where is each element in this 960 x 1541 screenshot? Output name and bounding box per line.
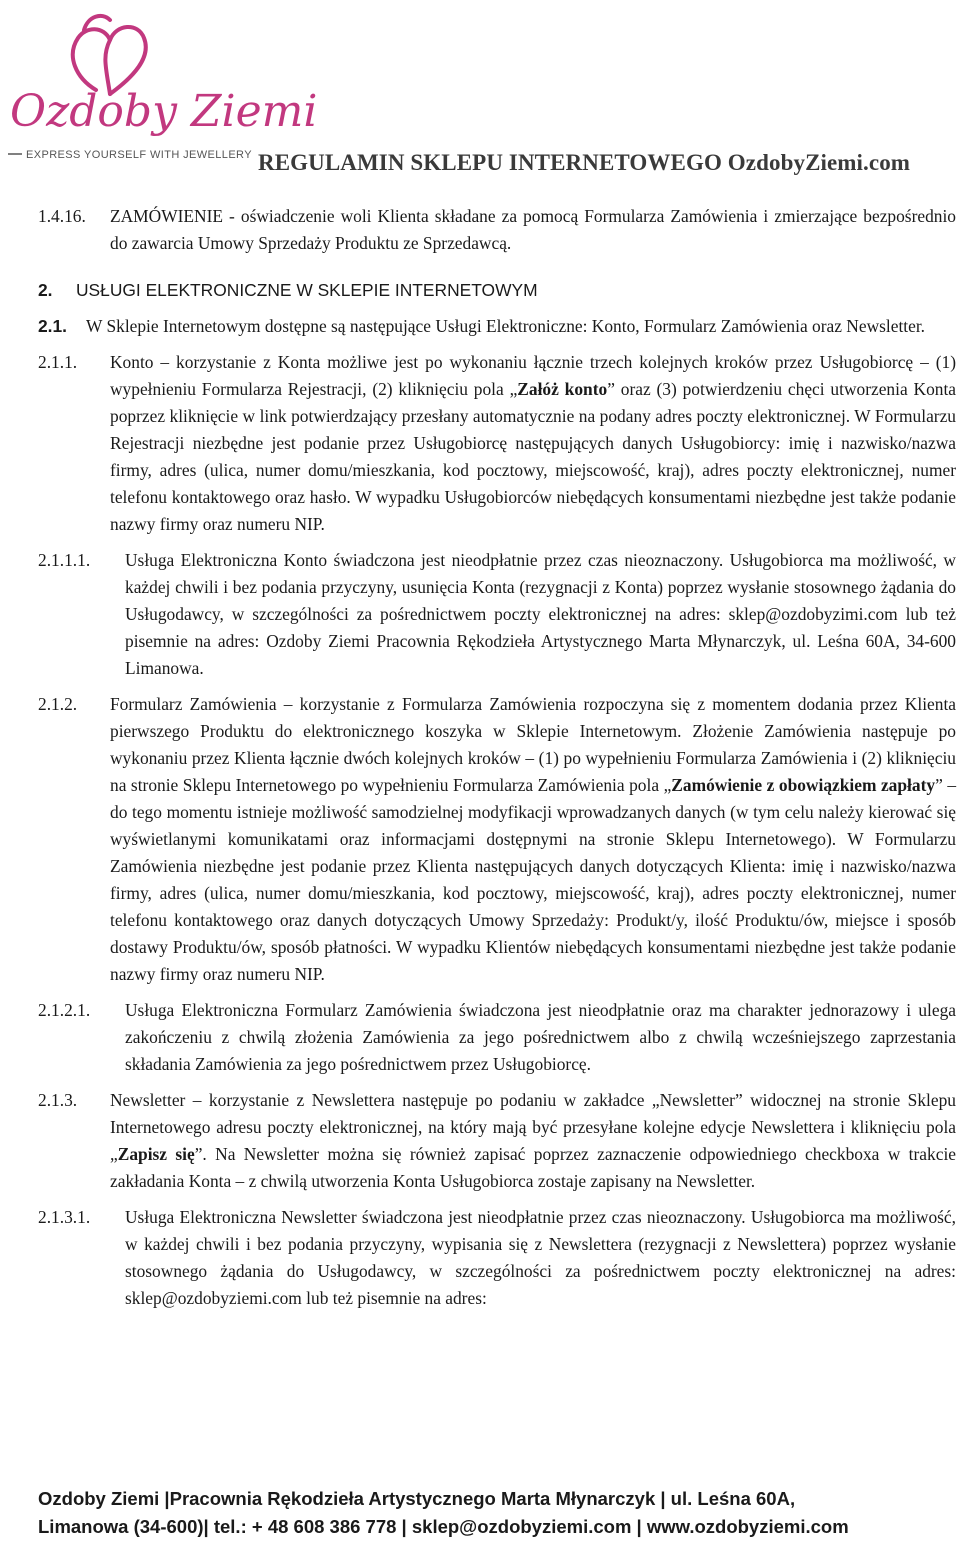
paragraph-2-1 (38, 313, 956, 340)
paragraph-2-1-2-1 (38, 997, 956, 1078)
text-part-a: Newsletter – korzystanie z Newslettera następuje po podaniu w zakładce „Newsletter” widocznej na stronie Sklepu Internetowego adresu poczty elektronicznej, na który mają być przesyłane kolejne edycje Newslettera i kliknięciu pola „ (110, 1090, 956, 1164)
footer-line-2: Limanowa (34-600)| tel.: + 48 608 386 778 | sklep@ozdobyziemi.com | www.ozdobyziemi.com (38, 1516, 849, 1537)
paragraph-number: 2.1.3. (38, 1090, 78, 1110)
text-part-b: ” oraz (3) potwierdzeniu chęci utworzenia Konta poprzez kliknięcie w link potwierdzający przesłany automatycznie na podany adres poczty elektronicznej. W Formularzu Rejestracji niezbędne jest podanie przez Usługobiorcę następujących danych Usługobiorcy: imię i nazwisko/nazwa firmy, adres (ulica, numer domu/mieszkania, kod pocztowy, miejscowość, kraj), adres poczty elektronicznej, numer telefonu kontaktowego oraz hasło. W wypadku Usługobiorców niebędących konsumentami niezbędne jest także podanie nazwy firmy oraz numeru NIP. (110, 379, 957, 534)
bold-term-zamowienie: Zamówienie z obowiązkiem zapłaty (671, 775, 936, 795)
paragraph-text: Usługa Elektroniczna Newsletter świadczona jest nieodpłatnie przez czas nieoznaczony. Usługobiorca ma możliwość, w każdej chwili i bez podania przyczyny, wypisania się z Newslettera (rezygnacji z Newslettera) poprzez wysłanie stosownego żądania do Usługodawcy, w szczególności za pośrednictwem poczty elektronicznej na adres: sklep@ozdobyziemi.com lub też pisemnie na adres: (125, 1207, 956, 1308)
paragraph-text (110, 349, 956, 538)
section-title: USŁUGI ELEKTRONICZNE W SKLEPIE INTERNETOWYM (76, 280, 538, 300)
text-part-a: Formularz Zamówienia – korzystanie z Formularza Zamówienia rozpoczyna się z momentem dodania przez Klienta pierwszego Produktu do elektronicznego koszyka w Sklepie Internetowym. Złożenie Zamówienia następuje po wykonaniu przez Klienta łącznie dwóch kolejnych kroków – (1) po wypełnieniu Formularza Zamówienia i (2) kliknięciu na stronie Sklepu Internetowego po wypełnieniu Formularza Zamówienia pola „ (110, 694, 956, 795)
paragraph-number: 2.1.1. (38, 352, 78, 372)
paragraph-2-1-3 (38, 1087, 956, 1195)
text-part-a: Konto – korzystanie z Konta możliwe jest po wykonaniu łącznie trzech kolejnych kroków przez Usługobiorcę – (1) wypełnieniu Formularza Rejestracji, (2) kliknięciu pola „ (110, 352, 956, 399)
bold-term-zapisz-sie: Zapisz się (117, 1144, 195, 1164)
document-title: REGULAMIN SKLEPU INTERNETOWEGO OzdobyZiemi.com (258, 150, 911, 175)
paragraph-number: 2.1.1.1. (38, 550, 91, 570)
paragraph-text (110, 691, 956, 988)
company-logo (6, 8, 318, 168)
document-footer (38, 1485, 938, 1541)
paragraph-text: Usługa Elektroniczna Konto świadczona jest nieodpłatnie przez czas nieoznaczony. Usługobiorca ma możliwość, w każdej chwili i bez podania przyczyny, usunięcia Konta (rezygnacji z Konta) poprzez wysłanie stosownego żądania do Usługodawcy, w szczególności za pośrednictwem poczty elektronicznej na adres: sklep@ozdobyzimi.com lub też pisemnie na adres: Ozdoby Ziemi Pracownia Rękodzieła Artystycznego Marta Młynarczyk, ul. Leśna 60A, 34-600 Limanowa. (125, 550, 956, 678)
text-part-b: ”. Na Newsletter można się również zapisać poprzez zaznaczenie odpowiedniego checkboxa w trakcie zakładania Konta – z chwilą utworzenia Konta Usługobiorca zostaje zapisany na Newsletter. (110, 1144, 956, 1191)
paragraph-text: ZAMÓWIENIE - oświadczenie woli Klienta składane za pomocą Formularza Zamówienia i zmierzające bezpośrednio do zawarcia Umowy Sprzedaży Produktu ze Sprzedawcą. (110, 206, 956, 253)
document-body (38, 203, 956, 1321)
paragraph-2-1-2 (38, 691, 956, 988)
section-number: 2. (38, 280, 53, 300)
paragraph-number: 2.1.2.1. (38, 1000, 91, 1020)
paragraph-text (110, 1087, 956, 1195)
section-heading-2 (38, 277, 956, 304)
logo-graphic (6, 8, 318, 168)
footer-line-1: Ozdoby Ziemi |Pracownia Rękodzieła Artystycznego Marta Młynarczyk | ul. Leśna 60A, (38, 1488, 796, 1509)
paragraph-number-bold: 2.1. (38, 316, 68, 336)
logo-tagline: EXPRESS YOURSELF WITH JEWELLERY (26, 149, 252, 161)
bold-term-zaloz-konto: Załóż konto (517, 379, 608, 399)
paragraph-text: W Sklepie Internetowym dostępne są następujące Usługi Elektroniczne: Konto, Formularz Zamówienia oraz Newsletter. (86, 316, 926, 336)
paragraph-2-1-1 (38, 349, 956, 538)
paragraph-number: 2.1.2. (38, 694, 78, 714)
paragraph-text: Usługa Elektroniczna Formularz Zamówienia świadczona jest nieodpłatnie oraz ma charakter jednorazowy i ulega zakończeniu z chwilą złożenia Zamówienia za jego pośrednictwem albo z chwilą wcześniejszego zaprzestania składania Zamówienia za jego pośrednictwem przez Usługobiorcę. (125, 1000, 956, 1074)
paragraph-2-1-1-1 (38, 547, 956, 682)
paragraph-2-1-3-1 (38, 1204, 956, 1312)
text-part-b: ” – do tego momentu istnieje możliwość samodzielnej modyfikacji wprowadzanych danych (w tym celu należy kierować się wyświetlanymi komunikatami oraz informacjami dostępnymi na stronie Sklepu Internetowego). W Formularzu Zamówienia niezbędne jest podanie przez Klienta następujących danych dotyczących Klienta: imię i nazwisko/nazwa firmy, adres (ulica, numer domu/mieszkania, kod pocztowy, miejscowość, kraj), adres poczty elektronicznej, numer telefonu kontaktowego oraz danych dotyczących Umowy Sprzedaży: Produkt/y, ilość Produktu/ów, miejsce i sposób dostawy Produktu/ów, sposób płatności. W wypadku Klientów niebędących konsumentami niezbędne jest także podanie nazwy firmy oraz numeru NIP. (110, 775, 957, 984)
logo-wordmark: Ozdoby Ziemi (10, 86, 318, 137)
paragraph-number: 1.4.16. (38, 206, 86, 226)
paragraph-number: 2.1.3.1. (38, 1207, 91, 1227)
paragraph-number (38, 313, 86, 340)
paragraph-1-4-16 (38, 203, 956, 257)
